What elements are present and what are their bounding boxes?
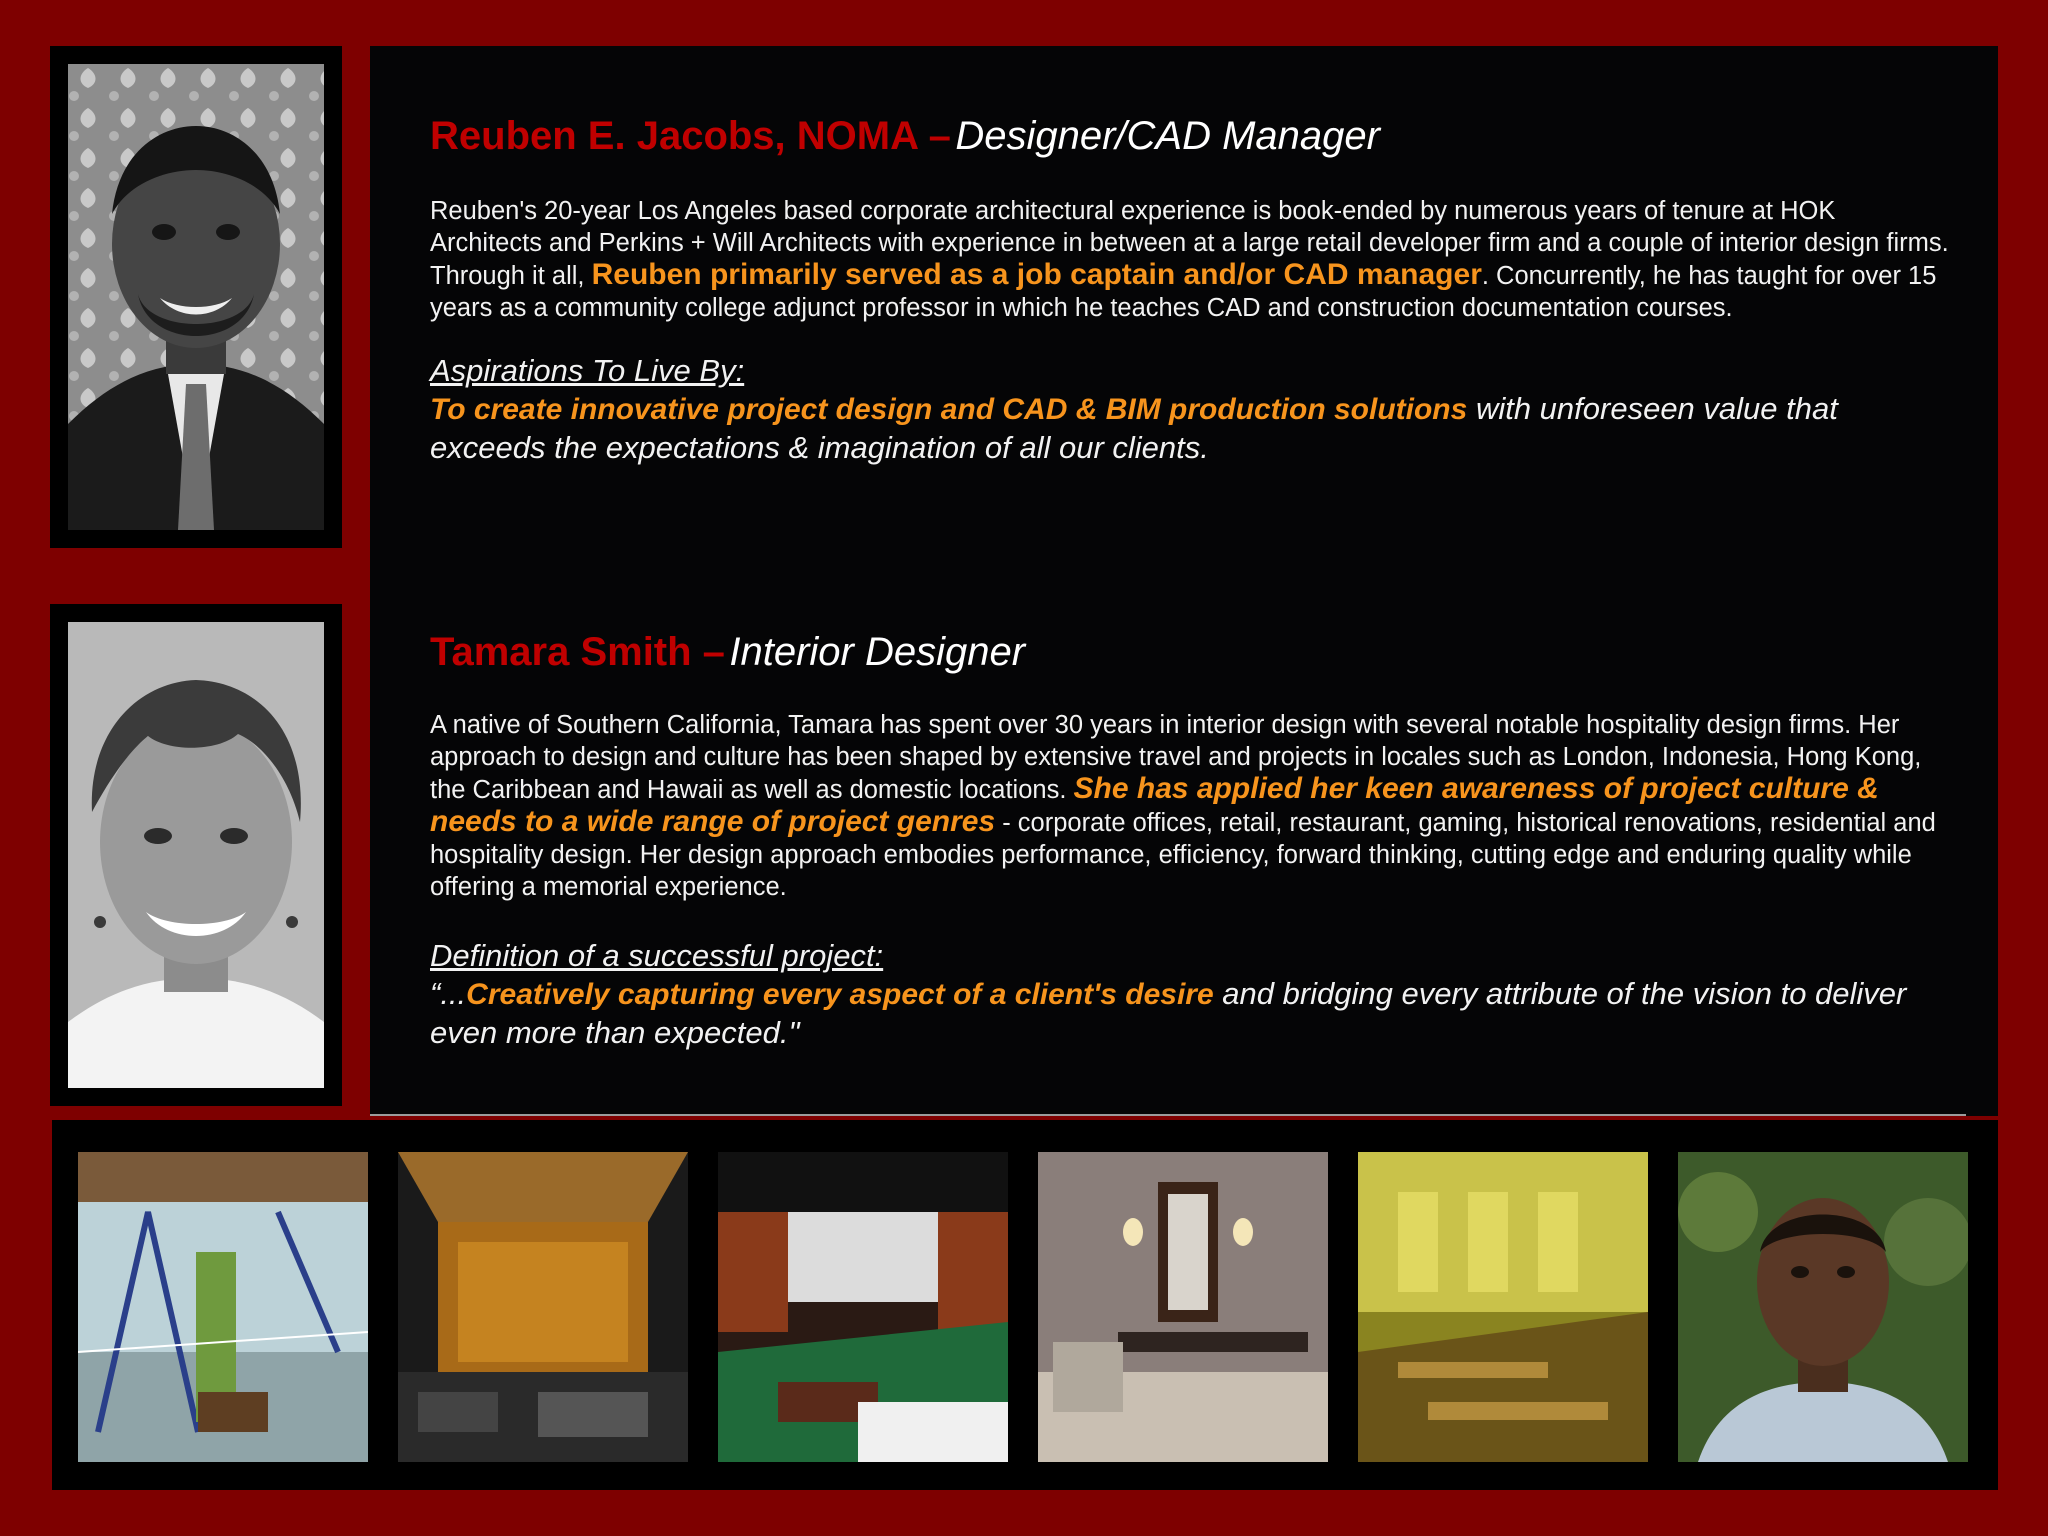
reuben-quote-highlight: To create innovative project design and CAD & BIM production solutions bbox=[430, 393, 1468, 426]
tamara-bio-text: A native of Southern California, Tamara has spent over 30 years in interior design with several notable hospitality design firms. Her approach to design and culture has been shaped by extensive travel and projects in locales such as London, Indonesia, Hong Kong, the Caribbean and Hawaii as well as domestic locations. bbox=[430, 711, 1922, 804]
reuben-bio-highlight: Reuben primarily served as a job captain and/or CAD manager bbox=[591, 258, 1482, 291]
project-image-studio bbox=[398, 1152, 688, 1462]
reuben-bio-text: Reuben's 20-year Los Angeles based corporate architectural experience is book-ended by numerous years of tenure at HOK Architects and Perkins + Will Architects with experience in between at a large retail developer firm and a couple of interior design firms. Through it all, bbox=[430, 197, 1949, 290]
reuben-name: Reuben E. Jacobs, NOMA – bbox=[430, 114, 951, 158]
tamara-quote-text: and bridging every attribute of the vision to deliver even more than expected." bbox=[430, 976, 1907, 1050]
project-image-vanity bbox=[1038, 1152, 1328, 1462]
tamara-subheading: Definition of a successful project: bbox=[430, 938, 884, 973]
tamara-name: Tamara Smith – bbox=[430, 630, 725, 674]
project-image-lounge bbox=[718, 1152, 1008, 1462]
tamara-portrait bbox=[68, 622, 324, 1088]
reuben-portrait bbox=[68, 64, 324, 530]
project-image-locker-room bbox=[1358, 1152, 1648, 1462]
tamara-quote bbox=[430, 975, 1950, 1052]
tamara-bio-highlight: She has applied her keen awareness of project culture & needs to a wide range of project genres bbox=[430, 772, 1879, 838]
reuben-subheading: Aspirations To Live By: bbox=[430, 353, 745, 388]
reuben-bio-section bbox=[430, 112, 1950, 467]
tamara-bio-text-end: - corporate offices, retail, restaurant, gaming, historical renovations, residential and hospitality design. Her design approach embodies performance, efficiency, forward thinking, cutting edge and enduring quality while offering a memorial experience. bbox=[430, 809, 1936, 901]
reuben-photo-frame bbox=[50, 46, 342, 548]
project-image-atrium bbox=[78, 1152, 368, 1462]
reuben-role: Designer/CAD Manager bbox=[955, 114, 1380, 158]
reuben-quote-text: with unforeseen value that exceeds the expectations & imagination of all our clients. bbox=[430, 391, 1838, 465]
tamara-photo-frame bbox=[50, 604, 342, 1106]
tamara-bio bbox=[430, 709, 1950, 903]
tamara-quote-highlight: Creatively capturing every aspect of a client's desire bbox=[466, 978, 1214, 1011]
tamara-role: Interior Designer bbox=[729, 630, 1026, 674]
tamara-bio-section bbox=[430, 628, 1950, 1052]
project-image-team-member bbox=[1678, 1152, 1968, 1462]
tamara-quote-open: “... bbox=[430, 976, 467, 1011]
reuben-quote bbox=[430, 390, 1950, 467]
reuben-bio bbox=[430, 195, 1950, 324]
reuben-heading bbox=[430, 112, 1950, 169]
reuben-bio-text-end: . Concurrently, he has taught for over 15 years as a community college adjunct professor in which he teaches CAD and construction documentation courses. bbox=[430, 262, 1937, 322]
tamara-heading bbox=[430, 628, 1950, 685]
section-divider bbox=[370, 1114, 1966, 1116]
